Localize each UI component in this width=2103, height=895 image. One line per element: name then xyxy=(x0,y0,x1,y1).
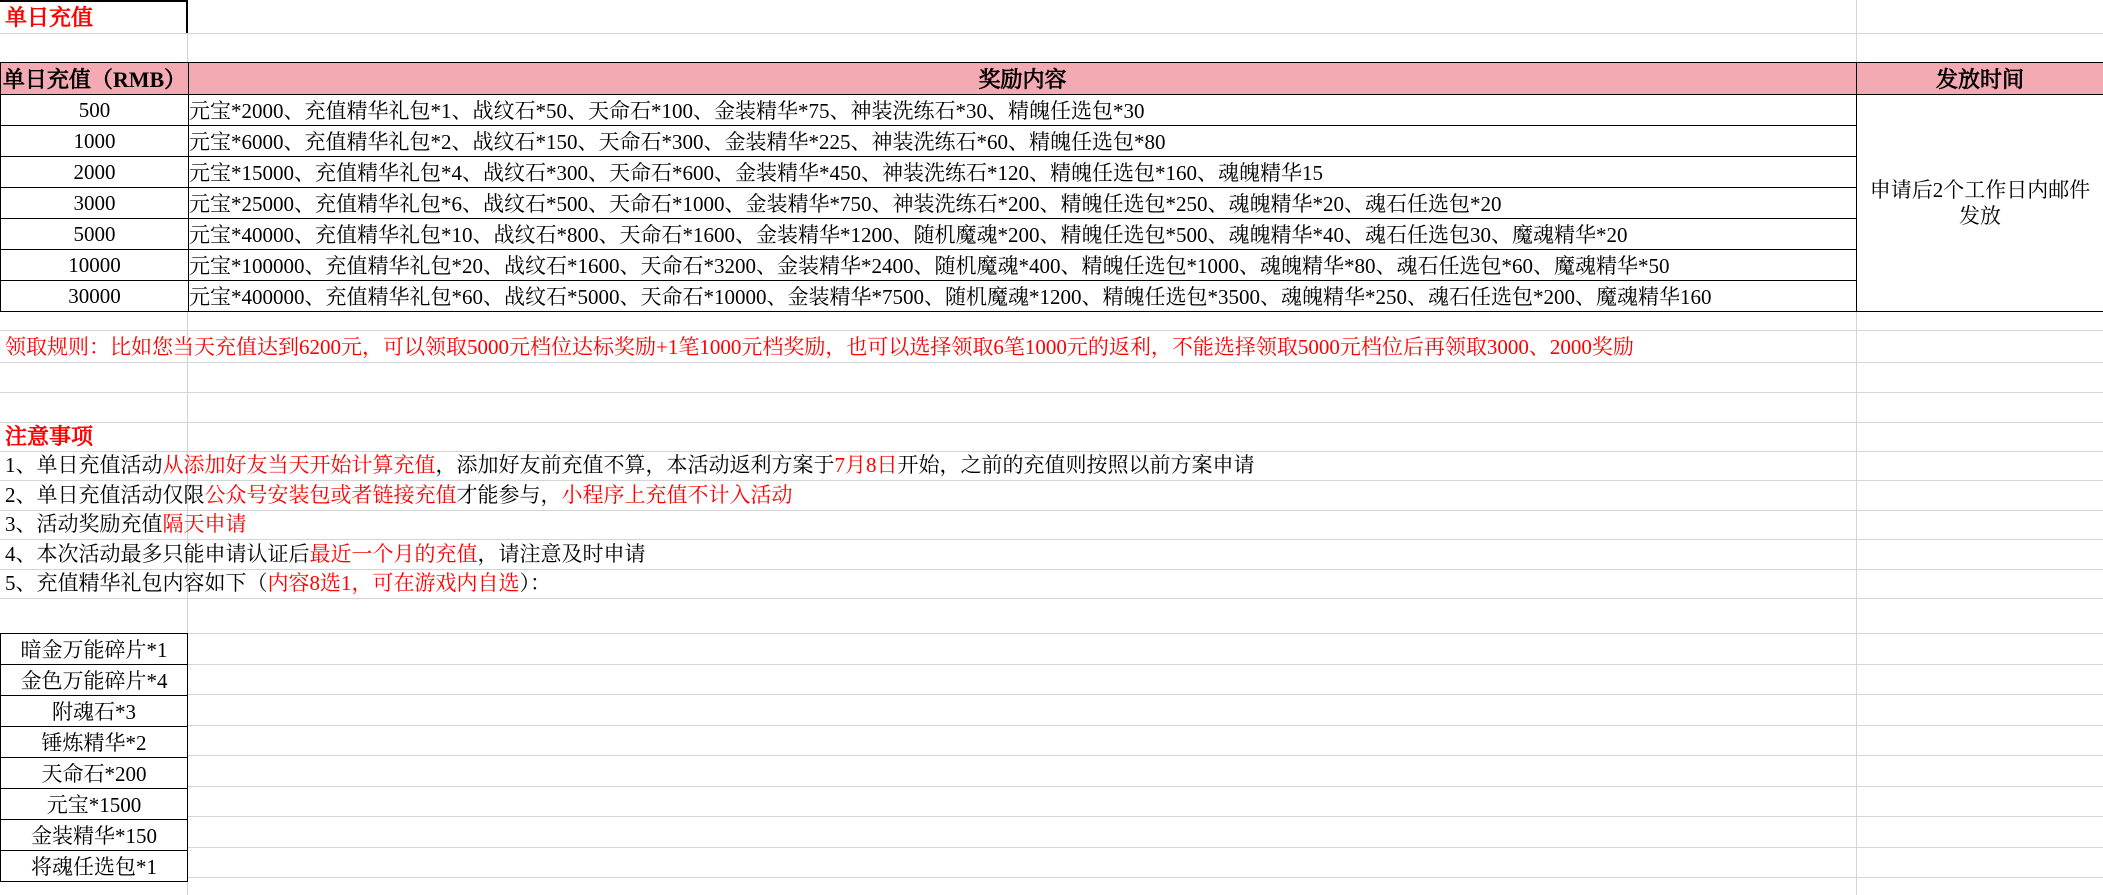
note-text-segment: 4、本次活动最多只能申请认证后 xyxy=(5,541,310,566)
gridline-horizontal xyxy=(0,816,2103,817)
gridline-horizontal xyxy=(0,877,2103,878)
recharge-row-500 xyxy=(1,95,2103,126)
header-cell-amount[interactable]: 单日充值（RMB） xyxy=(1,63,189,95)
note-line-5[interactable] xyxy=(5,569,551,599)
gridline-horizontal xyxy=(0,392,2103,393)
note-text-segment: 才能参与， xyxy=(456,482,562,507)
recharge-row-1000 xyxy=(1,126,2103,157)
reward-cell[interactable]: 元宝*40000、充值精华礼包*10、战纹石*800、天命石*1600、金装精华*1200、随机魔魂*200、精魄任选包*500、魂魄精华*40、魂石任选包30、魔魂精华*20 xyxy=(189,219,1857,250)
gridline-horizontal xyxy=(0,786,2103,787)
note-line-4[interactable] xyxy=(5,540,646,570)
package-items-table xyxy=(0,633,188,882)
package-item-cell[interactable]: 附魂石*3 xyxy=(1,696,188,727)
gridline-horizontal xyxy=(0,33,2103,34)
notes-title[interactable]: 注意事项 xyxy=(5,424,94,449)
recharge-row-10000 xyxy=(1,250,2103,281)
reward-cell[interactable]: 元宝*100000、充值精华礼包*20、战纹石*1600、天命石*3200、金装精华*2400、随机魔魂*400、精魄任选包*1000、魂魄精华*80、魂石任选包*60、魔魂精华*50 xyxy=(189,250,1857,281)
package-item-cell[interactable]: 金色万能碎片*4 xyxy=(1,665,188,696)
recharge-row-3000 xyxy=(1,188,2103,219)
package-item-row xyxy=(1,696,188,727)
note-line-1[interactable] xyxy=(5,451,1255,481)
reward-cell[interactable]: 元宝*25000、充值精华礼包*6、战纹石*500、天命石*1000、金装精华*750、神装洗练石*200、精魄任选包*250、魂魄精华*20、魂石任选包*20 xyxy=(189,188,1857,219)
reward-cell[interactable]: 元宝*6000、充值精华礼包*2、战纹石*150、天命石*300、金装精华*225、神装洗练石*60、精魄任选包*80 xyxy=(189,126,1857,157)
note-red-segment: 从添加好友当天开始计算充值 xyxy=(162,453,436,477)
package-item-cell[interactable]: 元宝*1500 xyxy=(1,789,188,820)
note-red-segment: 隔天申请 xyxy=(162,512,247,536)
note-text-segment: 1、单日充值活动 xyxy=(5,453,163,477)
note-text-segment: 3、活动奖励充值 xyxy=(5,512,163,536)
header-cell-reward[interactable]: 奖励内容 xyxy=(189,63,1857,95)
amount-cell[interactable]: 1000 xyxy=(1,126,189,157)
note-red-segment: 公众号安装包或者链接充值 xyxy=(204,482,457,507)
package-item-cell[interactable]: 金装精华*150 xyxy=(1,820,188,851)
gridline-horizontal xyxy=(0,422,2103,423)
note-text-segment: 2、单日充值活动仅限 xyxy=(5,482,205,507)
package-item-cell[interactable]: 锤炼精华*2 xyxy=(1,727,188,758)
note-text-segment: ，添加好友前充值不算，本活动返利方案于 xyxy=(435,453,835,477)
sheet-title-cell[interactable]: 单日充值 xyxy=(0,0,188,33)
note-text-segment: ）： xyxy=(519,571,551,595)
claim-rule-text[interactable]: 领取规则：比如您当天充值达到6200元，可以领取5000元档位达标奖励+1笔1000元档奖励，也可以选择领取6笔1000元的返利，不能选择领取5000元档位后再领取3000、2000奖励 xyxy=(5,335,1634,359)
note-red-segment: 7月8日 xyxy=(834,453,898,477)
package-item-cell[interactable]: 将魂任选包*1 xyxy=(1,851,188,882)
delivery-time-cell[interactable] xyxy=(1857,95,2103,312)
recharge-reward-table xyxy=(0,62,2103,312)
package-item-row xyxy=(1,851,188,882)
reward-cell[interactable]: 元宝*2000、充值精华礼包*1、战纹石*50、天命石*100、金装精华*75、神装洗练石*30、精魄任选包*30 xyxy=(189,95,1857,126)
note-line-3[interactable] xyxy=(5,510,247,540)
recharge-row-30000 xyxy=(1,281,2103,312)
header-row xyxy=(1,63,2103,95)
amount-cell[interactable]: 3000 xyxy=(1,188,189,219)
amount-cell[interactable]: 2000 xyxy=(1,157,189,188)
recharge-row-5000 xyxy=(1,219,2103,250)
note-red-segment: 最近一个月的充值 xyxy=(309,541,478,566)
reward-cell[interactable]: 元宝*15000、充值精华礼包*4、战纹石*300、天命石*600、金装精华*450、神装洗练石*120、精魄任选包*160、魂魄精华15 xyxy=(189,157,1857,188)
gridline-horizontal xyxy=(0,362,2103,363)
note-red-segment: 小程序上充值不计入活动 xyxy=(561,482,793,507)
note-text-segment: 5、充值精华礼包内容如下（ xyxy=(5,571,268,595)
note-text-segment: 开始，之前的充值则按照以前方案申请 xyxy=(897,453,1255,477)
package-item-row xyxy=(1,634,188,665)
header-cell-delivery[interactable]: 发放时间 xyxy=(1857,63,2103,95)
gridline-horizontal xyxy=(0,633,2103,634)
package-item-row xyxy=(1,665,188,696)
recharge-row-2000 xyxy=(1,157,2103,188)
gridline-horizontal xyxy=(0,510,2103,511)
reward-cell[interactable]: 元宝*400000、充值精华礼包*60、战纹石*5000、天命石*10000、金装精华*7500、随机魔魂*1200、精魄任选包*3500、魂魄精华*250、魂石任选包*200、魔魂精华160 xyxy=(189,281,1857,312)
package-item-cell[interactable]: 暗金万能碎片*1 xyxy=(1,634,188,665)
gridline-horizontal xyxy=(0,755,2103,756)
gridline-horizontal xyxy=(0,847,2103,848)
amount-cell[interactable]: 30000 xyxy=(1,281,189,312)
package-item-row xyxy=(1,758,188,789)
package-item-row xyxy=(1,789,188,820)
package-item-row xyxy=(1,820,188,851)
amount-cell[interactable]: 10000 xyxy=(1,250,189,281)
gridline-horizontal xyxy=(0,725,2103,726)
note-line-2[interactable] xyxy=(5,481,793,511)
amount-cell[interactable]: 5000 xyxy=(1,219,189,250)
note-red-segment: 内容8选1，可在游戏内自选 xyxy=(267,571,520,595)
gridline-horizontal xyxy=(0,694,2103,695)
package-item-row xyxy=(1,727,188,758)
delivery-time-text: 申请后2个工作日内邮件发放 xyxy=(1869,178,2091,228)
gridline-horizontal xyxy=(0,664,2103,665)
gridline-horizontal xyxy=(0,330,2103,331)
amount-cell[interactable]: 500 xyxy=(1,95,189,126)
note-text-segment: ，请注意及时申请 xyxy=(477,541,646,566)
package-item-cell[interactable]: 天命石*200 xyxy=(1,758,188,789)
